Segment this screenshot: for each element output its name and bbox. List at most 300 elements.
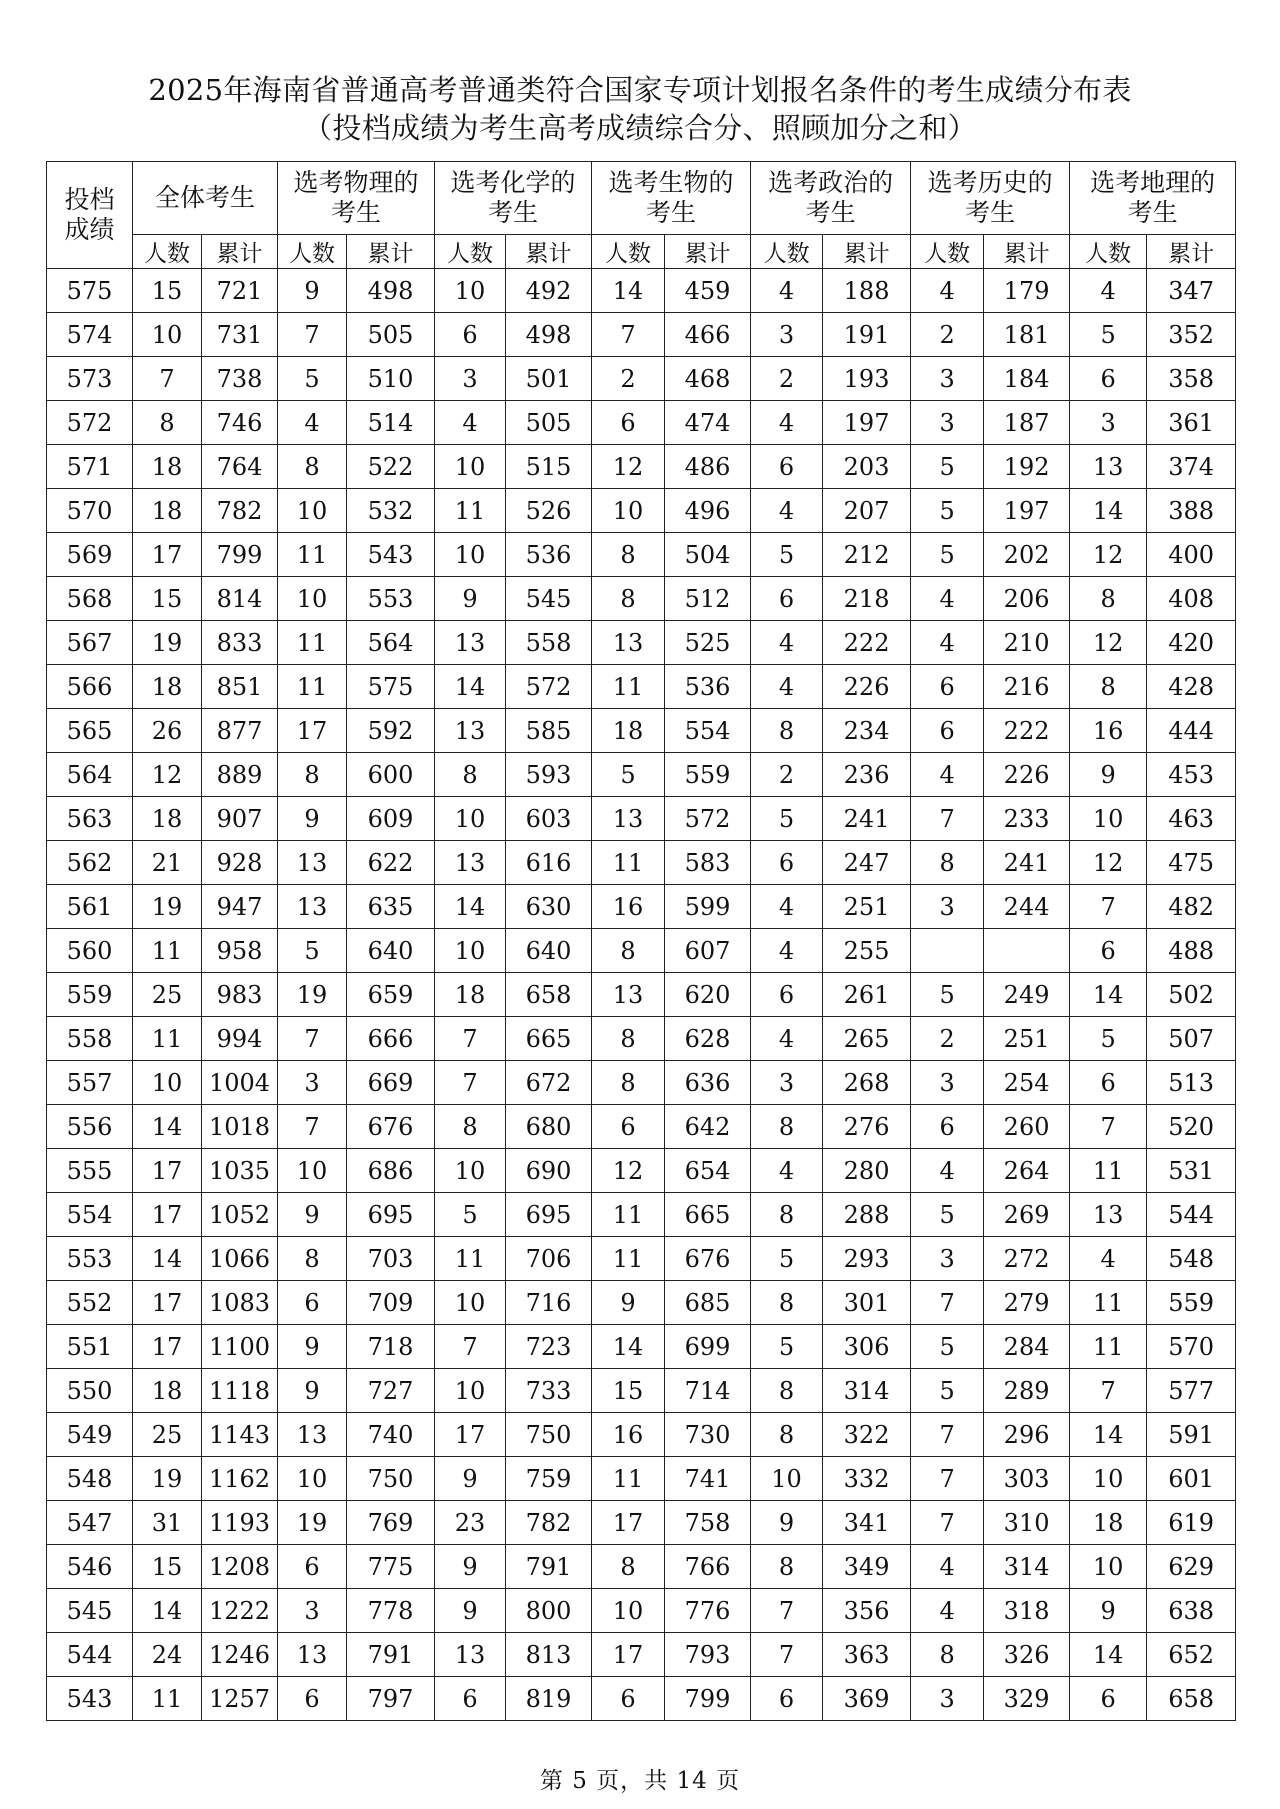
count-cell: 7	[278, 1105, 347, 1149]
count-cell: 2	[911, 313, 984, 357]
count-cell: 18	[133, 665, 202, 709]
count-cell: 10	[278, 1149, 347, 1193]
count-cell: 8	[592, 1545, 665, 1589]
group-header-line1: 选考物理的	[293, 168, 419, 197]
table-row	[47, 929, 1236, 973]
count-cell: 9	[278, 1193, 347, 1237]
count-cell: 4	[751, 489, 823, 533]
cumulative-cell: 1208	[202, 1545, 278, 1589]
count-cell: 25	[133, 1413, 202, 1457]
score-cell: 549	[47, 1413, 133, 1457]
cumulative-cell: 504	[665, 533, 751, 577]
cumulative-cell: 723	[506, 1325, 592, 1369]
score-cell: 568	[47, 577, 133, 621]
cumulative-cell: 361	[1147, 401, 1236, 445]
cumulative-cell: 249	[984, 973, 1070, 1017]
count-cell: 11	[133, 1677, 202, 1721]
cumulative-cell: 782	[202, 489, 278, 533]
count-cell: 15	[133, 269, 202, 313]
cumulative-cell: 559	[1147, 1281, 1236, 1325]
count-cell: 19	[133, 1457, 202, 1501]
count-cell: 7	[278, 313, 347, 357]
count-cell: 11	[592, 1237, 665, 1281]
cumulative-cell: 510	[347, 357, 435, 401]
cumulative-cell: 459	[665, 269, 751, 313]
cumulative-subheader: 累计	[347, 235, 435, 269]
count-cell: 12	[1070, 841, 1147, 885]
cumulative-cell: 507	[1147, 1017, 1236, 1061]
count-cell: 3	[911, 885, 984, 929]
count-cell: 10	[133, 1061, 202, 1105]
count-cell: 7	[278, 1017, 347, 1061]
count-cell: 4	[911, 1545, 984, 1589]
cumulative-cell: 222	[823, 621, 911, 665]
cumulative-cell: 665	[665, 1193, 751, 1237]
cumulative-cell: 502	[1147, 973, 1236, 1017]
count-cell: 8	[751, 1369, 823, 1413]
cumulative-cell: 191	[823, 313, 911, 357]
count-cell: 5	[751, 1325, 823, 1369]
cumulative-cell: 731	[202, 313, 278, 357]
cumulative-cell: 192	[984, 445, 1070, 489]
score-cell: 557	[47, 1061, 133, 1105]
count-cell: 4	[751, 269, 823, 313]
cumulative-cell: 515	[506, 445, 592, 489]
count-cell: 13	[278, 885, 347, 929]
cumulative-cell: 233	[984, 797, 1070, 841]
cumulative-subheader: 累计	[823, 235, 911, 269]
cumulative-cell: 498	[347, 269, 435, 313]
count-cell: 4	[911, 621, 984, 665]
cumulative-cell: 733	[506, 1369, 592, 1413]
count-cell: 5	[911, 533, 984, 577]
count-cell: 8	[278, 445, 347, 489]
count-cell: 5	[1070, 313, 1147, 357]
table-row	[47, 885, 1236, 929]
cumulative-cell: 548	[1147, 1237, 1236, 1281]
count-cell: 14	[1070, 1413, 1147, 1457]
group-header-line1: 选考政治的	[768, 168, 894, 197]
score-cell: 571	[47, 445, 133, 489]
table-row	[47, 313, 1236, 357]
cumulative-cell: 251	[984, 1017, 1070, 1061]
count-cell: 25	[133, 973, 202, 1017]
count-cell: 6	[1070, 929, 1147, 973]
group-header	[592, 162, 751, 235]
cumulative-cell: 280	[823, 1149, 911, 1193]
count-cell: 9	[435, 1589, 506, 1633]
cumulative-cell: 236	[823, 753, 911, 797]
count-cell: 4	[911, 577, 984, 621]
group-header-line2: 考生	[805, 198, 856, 227]
cumulative-cell: 306	[823, 1325, 911, 1369]
count-cell: 10	[1070, 797, 1147, 841]
count-cell: 5	[911, 489, 984, 533]
count-cell: 3	[751, 313, 823, 357]
cumulative-cell: 326	[984, 1633, 1070, 1677]
count-cell: 7	[1070, 885, 1147, 929]
count-cell: 12	[1070, 533, 1147, 577]
cumulative-cell: 255	[823, 929, 911, 973]
cumulative-cell: 179	[984, 269, 1070, 313]
cumulative-cell: 216	[984, 665, 1070, 709]
count-cell: 7	[133, 357, 202, 401]
cumulative-cell: 642	[665, 1105, 751, 1149]
count-cell: 7	[751, 1589, 823, 1633]
score-cell: 560	[47, 929, 133, 973]
cumulative-cell: 514	[347, 401, 435, 445]
count-cell: 2	[592, 357, 665, 401]
cumulative-cell: 640	[347, 929, 435, 973]
count-cell: 10	[1070, 1457, 1147, 1501]
cumulative-cell: 408	[1147, 577, 1236, 621]
table-row	[47, 665, 1236, 709]
count-cell: 3	[435, 357, 506, 401]
count-cell: 11	[278, 533, 347, 577]
count-cell: 11	[1070, 1325, 1147, 1369]
cumulative-cell: 475	[1147, 841, 1236, 885]
count-cell: 6	[751, 973, 823, 1017]
score-cell: 552	[47, 1281, 133, 1325]
count-cell: 17	[592, 1501, 665, 1545]
count-cell: 6	[911, 709, 984, 753]
cumulative-cell: 609	[347, 797, 435, 841]
count-subheader: 人数	[278, 235, 347, 269]
cumulative-cell: 505	[506, 401, 592, 445]
count-cell: 6	[1070, 1677, 1147, 1721]
count-cell: 5	[911, 973, 984, 1017]
count-cell: 9	[592, 1281, 665, 1325]
cumulative-cell: 251	[823, 885, 911, 929]
cumulative-cell: 261	[823, 973, 911, 1017]
count-cell: 26	[133, 709, 202, 753]
table-row	[47, 489, 1236, 533]
count-cell: 6	[1070, 357, 1147, 401]
count-cell: 8	[278, 753, 347, 797]
count-cell: 14	[592, 1325, 665, 1369]
table-row	[47, 269, 1236, 313]
score-cell: 556	[47, 1105, 133, 1149]
count-cell: 10	[751, 1457, 823, 1501]
count-cell: 10	[435, 1281, 506, 1325]
count-cell: 11	[1070, 1281, 1147, 1325]
score-cell: 565	[47, 709, 133, 753]
count-cell: 5	[911, 1369, 984, 1413]
cumulative-cell: 532	[347, 489, 435, 533]
cumulative-cell: 983	[202, 973, 278, 1017]
cumulative-cell: 329	[984, 1677, 1070, 1721]
cumulative-cell: 496	[665, 489, 751, 533]
cumulative-cell: 640	[506, 929, 592, 973]
cumulative-cell: 293	[823, 1237, 911, 1281]
cumulative-cell: 206	[984, 577, 1070, 621]
score-cell: 553	[47, 1237, 133, 1281]
count-cell: 18	[133, 1369, 202, 1413]
count-cell: 17	[435, 1413, 506, 1457]
cumulative-cell: 553	[347, 577, 435, 621]
table-row	[47, 1105, 1236, 1149]
count-cell: 8	[751, 1105, 823, 1149]
count-cell: 15	[133, 577, 202, 621]
count-cell: 3	[911, 401, 984, 445]
count-cell: 14	[133, 1589, 202, 1633]
count-cell: 23	[435, 1501, 506, 1545]
count-cell: 10	[435, 929, 506, 973]
count-cell: 8	[592, 533, 665, 577]
count-cell: 13	[435, 1633, 506, 1677]
cumulative-cell: 197	[984, 489, 1070, 533]
count-cell: 6	[435, 313, 506, 357]
cumulative-cell: 635	[347, 885, 435, 929]
group-header-line2: 考生	[646, 198, 697, 227]
score-cell: 562	[47, 841, 133, 885]
count-cell: 11	[592, 841, 665, 885]
cumulative-cell: 197	[823, 401, 911, 445]
group-header-line1: 选考地理的	[1090, 168, 1216, 197]
count-cell: 11	[278, 621, 347, 665]
table-row	[47, 1017, 1236, 1061]
count-cell: 14	[435, 665, 506, 709]
cumulative-cell: 782	[506, 1501, 592, 1545]
count-cell: 16	[1070, 709, 1147, 753]
cumulative-cell: 276	[823, 1105, 911, 1149]
count-cell: 8	[435, 753, 506, 797]
count-cell: 18	[133, 797, 202, 841]
group-header-line2: 考生	[965, 198, 1016, 227]
count-cell: 8	[911, 841, 984, 885]
count-cell: 24	[133, 1633, 202, 1677]
score-cell: 570	[47, 489, 133, 533]
cumulative-cell: 501	[506, 357, 592, 401]
count-cell: 4	[751, 1017, 823, 1061]
cumulative-cell: 907	[202, 797, 278, 841]
group-header	[1070, 162, 1236, 235]
count-cell: 8	[751, 709, 823, 753]
count-cell: 7	[592, 313, 665, 357]
cumulative-cell: 314	[823, 1369, 911, 1413]
cumulative-cell: 241	[823, 797, 911, 841]
table-row	[47, 577, 1236, 621]
cumulative-cell: 466	[665, 313, 751, 357]
count-cell: 3	[278, 1589, 347, 1633]
cumulative-cell: 296	[984, 1413, 1070, 1457]
cumulative-cell: 1066	[202, 1237, 278, 1281]
cumulative-cell: 721	[202, 269, 278, 313]
count-cell: 9	[1070, 1589, 1147, 1633]
cumulative-cell: 544	[1147, 1193, 1236, 1237]
score-cell: 567	[47, 621, 133, 665]
cumulative-cell: 654	[665, 1149, 751, 1193]
cumulative-cell: 525	[665, 621, 751, 665]
count-cell: 5	[278, 357, 347, 401]
count-cell: 9	[278, 269, 347, 313]
count-cell: 4	[911, 269, 984, 313]
score-cell: 550	[47, 1369, 133, 1413]
cumulative-cell: 1018	[202, 1105, 278, 1149]
cumulative-cell: 453	[1147, 753, 1236, 797]
count-cell: 3	[751, 1061, 823, 1105]
cumulative-cell: 695	[506, 1193, 592, 1237]
count-cell: 5	[278, 929, 347, 973]
count-cell: 5	[435, 1193, 506, 1237]
cumulative-cell: 764	[202, 445, 278, 489]
count-cell: 6	[751, 445, 823, 489]
cumulative-cell: 672	[506, 1061, 592, 1105]
count-cell: 4	[1070, 1237, 1147, 1281]
cumulative-cell: 468	[665, 357, 751, 401]
count-cell: 12	[592, 1149, 665, 1193]
cumulative-cell: 593	[506, 753, 592, 797]
table-row	[47, 1589, 1236, 1633]
count-cell: 10	[435, 1149, 506, 1193]
cumulative-cell: 703	[347, 1237, 435, 1281]
count-cell: 9	[1070, 753, 1147, 797]
cumulative-cell: 247	[823, 841, 911, 885]
cumulative-cell: 685	[665, 1281, 751, 1325]
cumulative-cell: 322	[823, 1413, 911, 1457]
cumulative-cell: 1257	[202, 1677, 278, 1721]
count-subheader: 人数	[133, 235, 202, 269]
cumulative-cell: 814	[202, 577, 278, 621]
score-cell: 573	[47, 357, 133, 401]
count-cell: 8	[592, 1017, 665, 1061]
group-header-line1: 选考历史的	[927, 168, 1053, 197]
count-cell: 6	[592, 401, 665, 445]
cumulative-cell: 1100	[202, 1325, 278, 1369]
count-cell: 17	[133, 1325, 202, 1369]
score-cell: 574	[47, 313, 133, 357]
cumulative-cell: 203	[823, 445, 911, 489]
cumulative-cell: 545	[506, 577, 592, 621]
cumulative-cell: 543	[347, 533, 435, 577]
table-row	[47, 1457, 1236, 1501]
count-cell: 18	[133, 445, 202, 489]
cumulative-cell: 241	[984, 841, 1070, 885]
count-cell: 5	[911, 1193, 984, 1237]
count-cell: 31	[133, 1501, 202, 1545]
count-cell: 8	[592, 577, 665, 621]
count-cell: 13	[592, 621, 665, 665]
cumulative-cell: 686	[347, 1149, 435, 1193]
table-row	[47, 841, 1236, 885]
count-cell: 13	[435, 841, 506, 885]
cumulative-cell: 520	[1147, 1105, 1236, 1149]
score-cell: 551	[47, 1325, 133, 1369]
cumulative-subheader: 累计	[1147, 235, 1236, 269]
count-cell: 9	[435, 1545, 506, 1589]
score-cell: 558	[47, 1017, 133, 1061]
group-header-line2: 考生	[488, 198, 539, 227]
count-cell: 6	[911, 1105, 984, 1149]
page-footer: 第 5 页，共 14 页	[539, 1768, 741, 1794]
cumulative-cell: 226	[823, 665, 911, 709]
cumulative-cell: 928	[202, 841, 278, 885]
cumulative-cell: 718	[347, 1325, 435, 1369]
cumulative-cell: 958	[202, 929, 278, 973]
score-cell: 564	[47, 753, 133, 797]
cumulative-cell: 799	[665, 1677, 751, 1721]
cumulative-cell: 318	[984, 1589, 1070, 1633]
cumulative-cell: 400	[1147, 533, 1236, 577]
count-cell: 7	[911, 1457, 984, 1501]
cumulative-cell: 349	[823, 1545, 911, 1589]
cumulative-cell: 269	[984, 1193, 1070, 1237]
cumulative-cell: 592	[347, 709, 435, 753]
cumulative-cell: 603	[506, 797, 592, 841]
count-cell: 12	[1070, 621, 1147, 665]
cumulative-cell: 889	[202, 753, 278, 797]
count-cell: 9	[751, 1501, 823, 1545]
cumulative-cell: 620	[665, 973, 751, 1017]
count-cell: 7	[751, 1633, 823, 1677]
table-row	[47, 445, 1236, 489]
count-cell: 5	[751, 533, 823, 577]
count-cell: 14	[133, 1237, 202, 1281]
cumulative-cell: 1222	[202, 1589, 278, 1633]
cumulative-cell: 212	[823, 533, 911, 577]
cumulative-cell: 264	[984, 1149, 1070, 1193]
cumulative-cell: 1035	[202, 1149, 278, 1193]
cumulative-cell: 947	[202, 885, 278, 929]
cumulative-cell: 599	[665, 885, 751, 929]
cumulative-subheader: 累计	[984, 235, 1070, 269]
cumulative-cell: 482	[1147, 885, 1236, 929]
score-cell: 547	[47, 1501, 133, 1545]
cumulative-cell: 488	[1147, 929, 1236, 973]
cumulative-cell: 526	[506, 489, 592, 533]
count-cell: 4	[278, 401, 347, 445]
cumulative-cell: 575	[347, 665, 435, 709]
cumulative-cell: 776	[665, 1589, 751, 1633]
cumulative-cell: 244	[984, 885, 1070, 929]
count-cell: 13	[435, 709, 506, 753]
count-cell: 5	[751, 797, 823, 841]
table-row	[47, 357, 1236, 401]
count-cell: 9	[278, 797, 347, 841]
table-row	[47, 1677, 1236, 1721]
cumulative-cell: 444	[1147, 709, 1236, 753]
cumulative-cell: 658	[1147, 1677, 1236, 1721]
count-cell: 10	[435, 445, 506, 489]
count-cell: 6	[435, 1677, 506, 1721]
cumulative-cell: 184	[984, 357, 1070, 401]
table-row	[47, 973, 1236, 1017]
table-row	[47, 1149, 1236, 1193]
count-cell: 19	[278, 973, 347, 1017]
cumulative-cell: 669	[347, 1061, 435, 1105]
cumulative-cell: 181	[984, 313, 1070, 357]
cumulative-cell: 791	[347, 1633, 435, 1677]
count-cell: 2	[751, 357, 823, 401]
count-cell: 7	[911, 1281, 984, 1325]
count-cell: 21	[133, 841, 202, 885]
count-cell: 8	[911, 1633, 984, 1677]
cumulative-cell: 628	[665, 1017, 751, 1061]
cumulative-cell: 730	[665, 1413, 751, 1457]
cumulative-cell: 536	[506, 533, 592, 577]
count-cell: 6	[751, 1677, 823, 1721]
cumulative-cell: 288	[823, 1193, 911, 1237]
cumulative-cell: 1246	[202, 1633, 278, 1677]
count-cell: 14	[1070, 489, 1147, 533]
cumulative-cell: 226	[984, 753, 1070, 797]
cumulative-cell: 260	[984, 1105, 1070, 1149]
cumulative-cell: 601	[1147, 1457, 1236, 1501]
count-cell: 8	[133, 401, 202, 445]
count-cell: 11	[133, 929, 202, 973]
score-cell: 566	[47, 665, 133, 709]
count-cell: 10	[278, 577, 347, 621]
